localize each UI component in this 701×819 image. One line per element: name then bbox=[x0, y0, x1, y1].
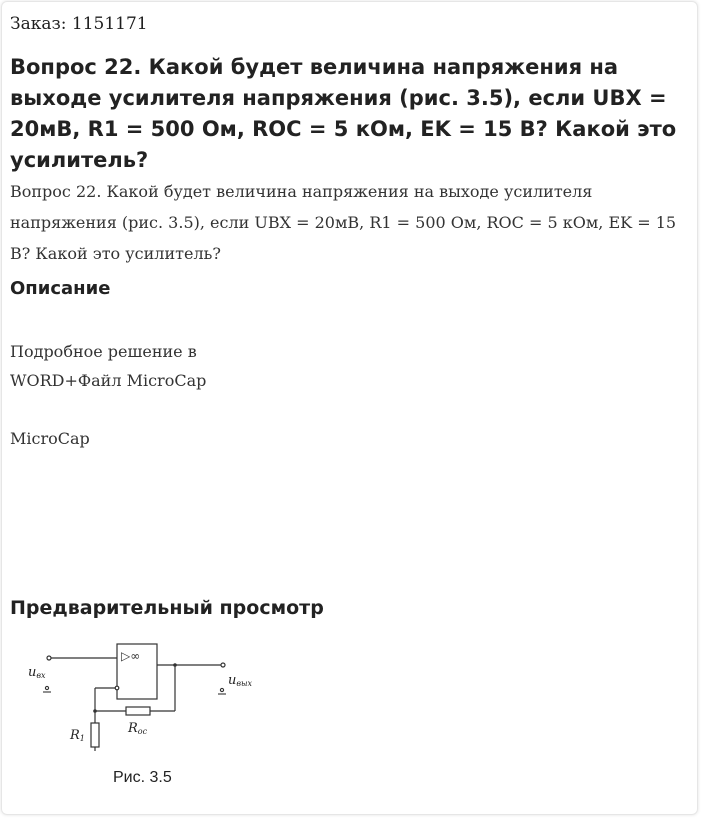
r1-label: R1 bbox=[70, 728, 85, 743]
output-junction bbox=[173, 663, 177, 667]
description-line-2: WORD+Файл MicroCap bbox=[10, 371, 207, 390]
description-line-3: MicroCap bbox=[10, 429, 90, 448]
feedback-junction bbox=[93, 709, 97, 713]
output-voltage-label: uвых bbox=[228, 673, 253, 688]
amplifier-schematic bbox=[22, 638, 272, 758]
preview-heading: Предварительный просмотр bbox=[10, 597, 324, 619]
content-card bbox=[1, 1, 698, 815]
question-title: Вопрос 22. Какой будет величина напряжения на выходе усилителя напряжения (рис. 3.5), если UBX = 20мВ, R1 = 500 Ом, ROC = 5 кОм, EK = 15 В? Какой это усилитель? bbox=[10, 55, 677, 172]
output-terminal bbox=[221, 663, 225, 667]
input-voltage-label: uвх bbox=[28, 665, 46, 680]
description-line-1: Подробное решение в bbox=[10, 342, 197, 361]
r1-resistor bbox=[91, 723, 99, 747]
roc-label: Rос bbox=[128, 721, 148, 736]
opamp-symbol: ▷∞ bbox=[121, 649, 141, 663]
roc-resistor bbox=[126, 707, 150, 715]
input-ground-icon bbox=[43, 686, 51, 692]
output-ground-icon bbox=[218, 688, 226, 694]
order-number: Заказ: 1151171 bbox=[10, 14, 148, 34]
inverting-input-dot bbox=[115, 686, 119, 690]
figure-caption: Рис. 3.5 bbox=[113, 769, 172, 786]
question-text: Вопрос 22. Какой будет величина напряжения на выходе усилителя напряжения (рис. 3.5), если UBX = 20мВ, R1 = 500 Ом, ROC = 5 кОм, EK = 15 В? Какой это усилитель? bbox=[10, 182, 677, 263]
description-heading: Описание bbox=[10, 278, 111, 299]
input-terminal bbox=[47, 656, 51, 660]
